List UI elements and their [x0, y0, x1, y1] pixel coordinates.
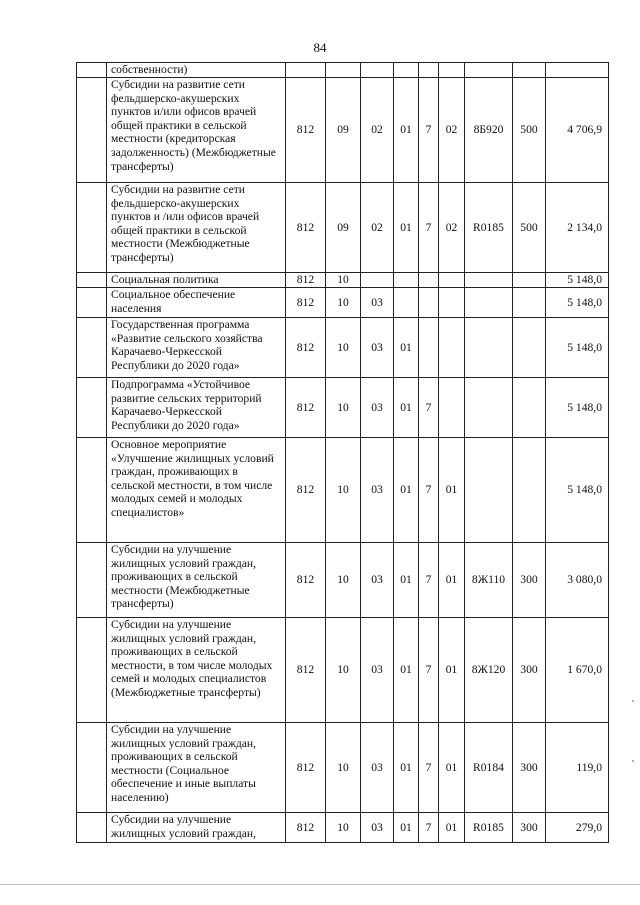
code-cell-c5	[419, 318, 439, 378]
code-cell-c5: 7	[419, 78, 439, 183]
code-cell-c2: 10	[326, 618, 361, 723]
row-name: Субсидии на улучшение жилищных условий граждан, проживающих в сельской местности (Межбюджетные трансферты)	[107, 543, 286, 618]
code-cell-c5	[419, 63, 439, 78]
table-row	[77, 273, 609, 288]
amount-cell: 2 134,0	[546, 183, 609, 273]
code-cell-c2: 10	[326, 318, 361, 378]
code-cell-c4: 01	[394, 438, 419, 543]
page-number: 84	[313, 40, 327, 55]
code-cell-c1	[286, 63, 326, 78]
code-cell-c6: 01	[439, 618, 465, 723]
budget-table	[76, 62, 609, 843]
code-cell-c7: R0185	[465, 813, 513, 843]
row-index-cell	[77, 618, 107, 723]
code-cell-c6: 01	[439, 723, 465, 813]
code-cell-c4: 01	[394, 183, 419, 273]
code-cell-c5: 7	[419, 378, 439, 438]
table-row	[77, 63, 609, 78]
code-cell-c5: 7	[419, 183, 439, 273]
row-name: Подпрограмма «Устойчивое развитие сельских территорий Карачаево-Черкесской Республики до 2020 года»	[107, 378, 286, 438]
code-cell-c3: 03	[361, 618, 394, 723]
amount-cell: 279,0	[546, 813, 609, 843]
code-cell-c7	[465, 318, 513, 378]
code-cell-c1: 812	[286, 318, 326, 378]
row-name: Субсидии на развитие сети фельдшерско-акушерских пунктов и/или офисов врачей общей практики в сельской местности (кредиторская задолженность) (Межбюджетные трансферты)	[107, 78, 286, 183]
code-cell-c5: 7	[419, 813, 439, 843]
table-row	[77, 288, 609, 318]
code-cell-c1: 812	[286, 543, 326, 618]
page-bottom-edge	[0, 884, 640, 885]
code-cell-c4	[394, 288, 419, 318]
code-cell-c8	[513, 378, 546, 438]
code-cell-c5	[419, 273, 439, 288]
code-cell-c7	[465, 438, 513, 543]
code-cell-c5: 7	[419, 543, 439, 618]
code-cell-c1: 812	[286, 813, 326, 843]
code-cell-c7	[465, 378, 513, 438]
amount-cell: 5 148,0	[546, 273, 609, 288]
code-cell-c2: 10	[326, 438, 361, 543]
code-cell-c3: 03	[361, 723, 394, 813]
code-cell-c3: 03	[361, 543, 394, 618]
code-cell-c6	[439, 318, 465, 378]
code-cell-c7	[465, 288, 513, 318]
code-cell-c2: 10	[326, 273, 361, 288]
row-name: Социальная политика	[107, 273, 286, 288]
code-cell-c8: 300	[513, 723, 546, 813]
code-cell-c1: 812	[286, 273, 326, 288]
row-index-cell	[77, 723, 107, 813]
code-cell-c3: 03	[361, 813, 394, 843]
amount-cell: 5 148,0	[546, 378, 609, 438]
row-name: Субсидии на улучшение жилищных условий граждан, проживающих в сельской местности (Социальное обеспечение и иные выплаты населению)	[107, 723, 286, 813]
code-cell-c8: 500	[513, 183, 546, 273]
row-index-cell	[77, 438, 107, 543]
table-row	[77, 723, 609, 813]
code-cell-c1: 812	[286, 378, 326, 438]
scan-speck	[632, 700, 634, 702]
code-cell-c5: 7	[419, 723, 439, 813]
table-row	[77, 183, 609, 273]
row-index-cell	[77, 183, 107, 273]
code-cell-c6: 01	[439, 438, 465, 543]
code-cell-c6	[439, 273, 465, 288]
table-row	[77, 813, 609, 843]
code-cell-c8	[513, 318, 546, 378]
code-cell-c7: 8Ж120	[465, 618, 513, 723]
code-cell-c2: 09	[326, 78, 361, 183]
code-cell-c6	[439, 63, 465, 78]
code-cell-c3: 03	[361, 438, 394, 543]
code-cell-c8	[513, 438, 546, 543]
table-row	[77, 618, 609, 723]
code-cell-c3: 03	[361, 318, 394, 378]
row-name: Основное мероприятие «Улучшение жилищных условий граждан, проживающих в сельской местности, в том числе молодых семей и молодых специалистов»	[107, 438, 286, 543]
code-cell-c2: 10	[326, 378, 361, 438]
code-cell-c3	[361, 63, 394, 78]
code-cell-c6	[439, 378, 465, 438]
code-cell-c2	[326, 63, 361, 78]
table-row	[77, 78, 609, 183]
code-cell-c1: 812	[286, 78, 326, 183]
code-cell-c6: 02	[439, 183, 465, 273]
row-name: Государственная программа «Развитие сельского хозяйства Карачаево-Черкесской Республики до 2020 года»	[107, 318, 286, 378]
amount-cell: 5 148,0	[546, 438, 609, 543]
code-cell-c2: 09	[326, 183, 361, 273]
code-cell-c8	[513, 273, 546, 288]
code-cell-c7: R0184	[465, 723, 513, 813]
code-cell-c4: 01	[394, 723, 419, 813]
row-index-cell	[77, 63, 107, 78]
code-cell-c5: 7	[419, 618, 439, 723]
code-cell-c3: 02	[361, 183, 394, 273]
code-cell-c5	[419, 288, 439, 318]
scan-speck	[632, 760, 634, 762]
code-cell-c7	[465, 63, 513, 78]
code-cell-c2: 10	[326, 813, 361, 843]
row-name: Субсидии на улучшение жилищных условий граждан,	[107, 813, 286, 843]
code-cell-c2: 10	[326, 543, 361, 618]
amount-cell: 119,0	[546, 723, 609, 813]
code-cell-c6: 01	[439, 813, 465, 843]
code-cell-c8: 300	[513, 543, 546, 618]
code-cell-c8: 300	[513, 813, 546, 843]
row-index-cell	[77, 288, 107, 318]
amount-cell	[546, 63, 609, 78]
row-name: Субсидии на развитие сети фельдшерско-акушерских пунктов и /или офисов врачей общей практики в сельской местности (Межбюджетные трансферты)	[107, 183, 286, 273]
code-cell-c4: 01	[394, 318, 419, 378]
code-cell-c6	[439, 288, 465, 318]
code-cell-c3: 03	[361, 288, 394, 318]
table-row	[77, 318, 609, 378]
row-name: собственности)	[107, 63, 286, 78]
code-cell-c4	[394, 273, 419, 288]
row-index-cell	[77, 813, 107, 843]
row-index-cell	[77, 273, 107, 288]
code-cell-c2: 10	[326, 723, 361, 813]
row-name: Социальное обеспечение населения	[107, 288, 286, 318]
table-row	[77, 438, 609, 543]
table-row	[77, 378, 609, 438]
amount-cell: 5 148,0	[546, 288, 609, 318]
code-cell-c7: 8Ж110	[465, 543, 513, 618]
code-cell-c6: 01	[439, 543, 465, 618]
code-cell-c3: 03	[361, 378, 394, 438]
code-cell-c1: 812	[286, 618, 326, 723]
code-cell-c4: 01	[394, 813, 419, 843]
code-cell-c1: 812	[286, 723, 326, 813]
code-cell-c8	[513, 288, 546, 318]
code-cell-c7: 8Б920	[465, 78, 513, 183]
code-cell-c2: 10	[326, 288, 361, 318]
code-cell-c3	[361, 273, 394, 288]
amount-cell: 5 148,0	[546, 318, 609, 378]
code-cell-c4: 01	[394, 618, 419, 723]
row-name: Субсидии на улучшение жилищных условий граждан, проживающих в сельской местности, в том числе молодых семей и молодых специалистов (Межбюджетные трансферты)	[107, 618, 286, 723]
amount-cell: 1 670,0	[546, 618, 609, 723]
code-cell-c5: 7	[419, 438, 439, 543]
code-cell-c1: 812	[286, 183, 326, 273]
code-cell-c8: 300	[513, 618, 546, 723]
row-index-cell	[77, 543, 107, 618]
code-cell-c1: 812	[286, 438, 326, 543]
code-cell-c1: 812	[286, 288, 326, 318]
code-cell-c8	[513, 63, 546, 78]
amount-cell: 4 706,9	[546, 78, 609, 183]
code-cell-c4: 01	[394, 543, 419, 618]
code-cell-c3: 02	[361, 78, 394, 183]
row-index-cell	[77, 78, 107, 183]
code-cell-c7: R0185	[465, 183, 513, 273]
row-index-cell	[77, 318, 107, 378]
table-row	[77, 543, 609, 618]
code-cell-c4: 01	[394, 78, 419, 183]
code-cell-c4: 01	[394, 378, 419, 438]
code-cell-c8: 500	[513, 78, 546, 183]
code-cell-c6: 02	[439, 78, 465, 183]
code-cell-c4	[394, 63, 419, 78]
code-cell-c7	[465, 273, 513, 288]
row-index-cell	[77, 378, 107, 438]
amount-cell: 3 080,0	[546, 543, 609, 618]
